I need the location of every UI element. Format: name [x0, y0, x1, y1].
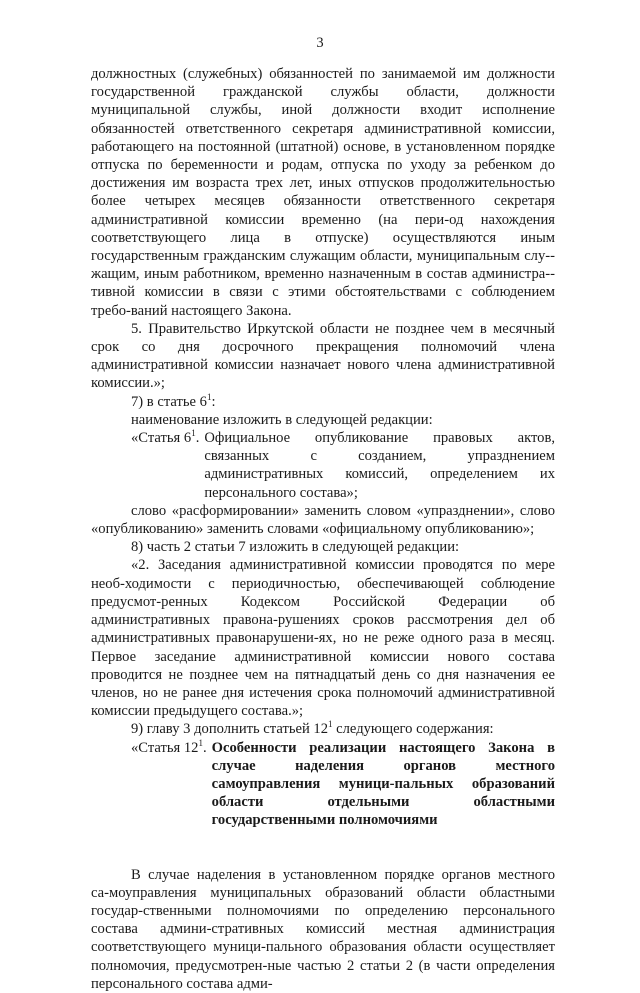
amend-text-suffix: :	[211, 393, 216, 410]
paragraph-item-9	[91, 720, 555, 738]
article-title-text: Официальное опубликование правовых актов, связанных с созданием, упразднением административных комиссий, определением их персонального состава»;	[204, 430, 555, 501]
paragraph-item-5: 5. Правительство Иркутской области не позднее чем в месячный срок со дня досрочного прекращения полномочий члена административной комиссии назначает нового члена административной комиссии.»;	[91, 320, 555, 392]
article-label-dot: .	[202, 739, 207, 756]
article-6-1-title	[131, 429, 555, 502]
document-text	[91, 65, 555, 993]
article-label-text: «Статья 6	[131, 430, 192, 447]
blank-space	[91, 830, 555, 866]
superscript: 1	[198, 737, 203, 748]
article-label-text: «Статья 12	[131, 739, 199, 756]
article-label	[131, 739, 207, 757]
article-label	[131, 429, 199, 447]
paragraph-article-12-1-body: В случае наделения в установленном порядке органов местного са-моуправления муниципальных образований области областными государ-ственными полномочиями по определению персонального состава админи-стративных комиссий местная администрация соответствующего муници-пального образования области осуществляет полномочия, предусмотрен-ные частью 2 статьи 2 (в части определения персонального состава адми-	[91, 866, 555, 992]
superscript: 1	[328, 719, 333, 730]
page-number: 3	[316, 35, 324, 51]
article-12-1-title	[131, 739, 555, 830]
item-9-text: 9) главу 3 дополнить статьей 12	[131, 721, 329, 738]
superscript: 1	[206, 391, 212, 402]
paragraph-title-instruction: наименование изложить в следующей редакции:	[131, 411, 433, 428]
paragraph-continuation: должностных (служебных) обязанностей по занимаемой им должности государственной гражданской службы области, должности муниципальной службы, иной должности входит исполнение обязанностей ответственного секретаря административной комиссии, работающего на постоянной (штатной) основе, в установленном порядке отпуска по беременности и родам, отпуска по уходу за ребенком до достижения им возраста трех лет, иных отпусков продолжительностью более четырех месяцев обязанности ответственного секретаря административной комиссии временно (на пери-од нахождения соответствующего лица в отпуске) осуществляются иным государственным гражданским служащим области, муниципальным слу-жащим, иным работником, временно назначенным в состав администра-тивной комиссии в связи с этими обстоятельствами с соблюдением требо-ваний настоящего Закона.	[91, 66, 555, 319]
paragraph-item-8: 8) часть 2 статьи 7 изложить в следующей редакции:	[131, 539, 460, 556]
amend-text: 7) в статье 6	[131, 393, 207, 410]
superscript: 1	[191, 428, 196, 439]
article-label-dot: .	[195, 430, 200, 447]
paragraph-amend-article-6-1	[91, 393, 555, 411]
article-title-text: Особенности реализации настоящего Закона в случае наделения органов местного самоуправления муници-пальных образований области отдельными областными государственными полномочиями	[211, 739, 555, 829]
paragraph-word-replacement: слово «расформировании» заменить словом «упразднении», слово «опубликованию» заменить словами «официальному опубликованию»;	[91, 502, 555, 538]
item-9-suffix: следующего содержания:	[332, 721, 494, 738]
paragraph-part-2-article-7: «2. Заседания административной комиссии проводятся по мере необ-ходимости с периодичностью, обеспечивающей соблюдение предусмот-ренных Кодексом Российской Федерации об административных правона-рушениях сроков рассмотрения дел об административных правонарушени-ях, но не реже одного раза в месяц. Первое заседание административной комиссии нового состава проводится не позднее чем на пятнадцатый день со дня назначения ее членов, но не ранее дня истечения срока полномочий административной комиссии предыдущего состава.»;	[91, 557, 555, 720]
